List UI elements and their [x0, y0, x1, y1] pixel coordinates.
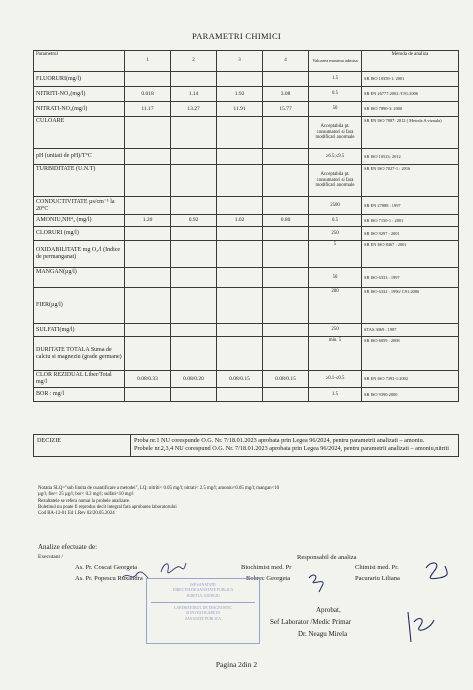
method-value: SR EN ISO 7887: 2012 ( Metoda A vizuala) — [362, 117, 459, 149]
limit-value: 0.5 — [309, 87, 362, 102]
table-row — [34, 165, 459, 197]
sample-1-value — [125, 149, 171, 165]
laboratory-stamp — [146, 578, 260, 644]
executant-label: Executant / — [38, 554, 63, 560]
sample-2-value — [171, 288, 217, 324]
param-name: NITRITI-NO₂(mg/l) — [34, 87, 125, 102]
sample-1-value — [125, 288, 171, 324]
sample-2-value — [171, 149, 217, 165]
method-value: SR ISO 7150-1 : 2001 — [362, 215, 459, 227]
table-row — [34, 117, 459, 149]
decision-label: DECIZIE — [34, 435, 131, 457]
method-value: SR EN ISO 8467 : 2001 — [362, 241, 459, 268]
sample-4-value — [263, 227, 309, 241]
limit-value: 1.5 — [309, 72, 362, 87]
method-value: SR ISO 9390:2000 — [362, 388, 459, 402]
method-value: STAS 3069 : 1987 — [362, 324, 459, 337]
sample-4-value — [263, 149, 309, 165]
table-row — [34, 268, 459, 288]
sample-2-value: 0.92 — [171, 215, 217, 227]
param-name: AMONIU,NH⁴₄ (mg/l) — [34, 215, 125, 227]
table-row — [34, 149, 459, 165]
signature-pacurariu — [421, 558, 451, 588]
sample-4-value — [263, 324, 309, 337]
page-number: Pagina 2din 2 — [215, 660, 258, 669]
sample-2-value: 0.08/0.20 — [171, 371, 217, 388]
method-value: SR ISO 10523: 2012 — [362, 149, 459, 165]
executant-name-2: As. Pr. Popescu Ruxandra — [75, 575, 143, 582]
sample-2-value — [171, 165, 217, 197]
header-sample-4: 4 — [263, 51, 309, 72]
sample-3-value — [217, 268, 263, 288]
sample-1-value — [125, 227, 171, 241]
signature-coscai — [158, 558, 188, 578]
table-row — [34, 288, 459, 324]
decision-box — [33, 434, 459, 457]
sample-4-value — [263, 288, 309, 324]
limit-value: Acceptabila pt. consumatori si fara modificari anormale — [309, 117, 362, 149]
note-line: Cod BA-12-01 Ed 1.Rev 02/20.05.2024 — [38, 511, 115, 517]
note-line: Notatia SLQ="sub limita de cuantificare a metodei", LQ: nitriti< 0.05 mg/l; nitrati< 2.5 mg/l; amoniu<0.05 mg/l; mangan<10 — [38, 486, 279, 491]
sample-1-value — [125, 268, 171, 288]
method-value: SR ISO 6332 : 1996/ C91:2006 — [362, 288, 459, 324]
sample-3-value — [217, 241, 263, 268]
limit-value: 250 — [309, 324, 362, 337]
param-name: CONDUCTIVITATE µs/cm⁻¹ la 20°C — [34, 197, 125, 215]
aprobat-label: Aprobat, — [316, 606, 341, 614]
sample-3-value — [217, 324, 263, 337]
sample-2-value: 1.14 — [171, 87, 217, 102]
limit-value: 2500 — [309, 197, 362, 215]
limit-value: 0.5 — [309, 215, 362, 227]
sample-4-value — [263, 117, 309, 149]
sample-2-value — [171, 388, 217, 402]
table-row — [34, 197, 459, 215]
sample-3-value — [217, 337, 263, 371]
header-parametrul: Parametrul — [34, 51, 125, 72]
sample-4-value — [263, 165, 309, 197]
sample-2-value — [171, 197, 217, 215]
sample-1-value — [125, 72, 171, 87]
sample-2-value: 13.27 — [171, 102, 217, 117]
method-value: SR EN ISO 7393-1:2002 — [362, 371, 459, 388]
table-row — [34, 227, 459, 241]
sample-2-value — [171, 324, 217, 337]
sample-1-value: 1.20 — [125, 215, 171, 227]
sample-2-value — [171, 241, 217, 268]
sample-4-value: 0.08/0.15 — [263, 371, 309, 388]
sample-1-value — [125, 337, 171, 371]
param-name: MANGAN(µg/l) — [34, 268, 125, 288]
sample-3-value: 1.92 — [217, 87, 263, 102]
parameters-table — [33, 50, 459, 402]
stamp-line: LABORATORUL DE DIAGNOSTIC — [151, 602, 255, 611]
table-row — [34, 241, 459, 268]
table-row — [34, 215, 459, 227]
param-name: OXIDABILITATE mg O₂/l (Indice de permanganat) — [34, 241, 125, 268]
sample-4-value: 15.77 — [263, 102, 309, 117]
limit-value: 200 — [309, 288, 362, 324]
limit-value: 1.5 — [309, 388, 362, 402]
sample-4-value — [263, 337, 309, 371]
signature-popescu — [120, 569, 150, 583]
sample-3-value: 11.91 — [217, 102, 263, 117]
sample-1-value — [125, 165, 171, 197]
method-value: SR EN 26777:2002 /C91:2006 — [362, 87, 459, 102]
signature-neagu — [404, 608, 438, 648]
table-row — [34, 72, 459, 87]
limit-value: 5 — [309, 241, 362, 268]
table-row — [34, 324, 459, 337]
sample-1-value: 0.018 — [125, 87, 171, 102]
stamp-line: DIRECTIA DE SANATATE PUBLICA — [172, 588, 234, 593]
method-value: SR ISO 9297 : 2001 — [362, 227, 459, 241]
method-value: SR EN 27888 : 1997 — [362, 197, 459, 215]
header-sample-1: 1 — [125, 51, 171, 72]
sample-3-value — [217, 197, 263, 215]
decision-text-2: Probele nr.2,3,4 NU corespund O.G. Nr. 7/18.01.2023 aprobata prin Legea 96/2024, pentru parametrii analizati – amoniu,nitriti — [134, 445, 449, 453]
sample-3-value — [217, 72, 263, 87]
sample-4-value — [263, 197, 309, 215]
analyses-label: Analize efectuate de: — [38, 543, 98, 551]
sef-laborator-name: Dr. Neagu Mirela — [298, 630, 348, 638]
sample-2-value — [171, 72, 217, 87]
method-value: SR ISO 6059 : 2008 — [362, 337, 459, 371]
sef-laborator-label: Sef Laborator /Medic Primar — [270, 618, 352, 626]
param-name: SULFATI(mg/l) — [34, 324, 125, 337]
limit-value: 250 — [309, 227, 362, 241]
decision-text-1: Proba nr.1 NU corespunde O.G. Nr. 7/18.01.2023 aprobata prin Legea 96/2024, pentru parametrii analizati – amoniu. — [134, 437, 425, 444]
sample-4-value — [263, 241, 309, 268]
method-value: SR ISO 6333 : 1997 — [362, 268, 459, 288]
param-name: FIER(µg/l) — [34, 288, 125, 324]
limit-value: 50 — [309, 102, 362, 117]
stamp-line: SI INVESTIGARE IN — [185, 611, 221, 616]
stamp-line: JUDETUL GIURGIU — [186, 593, 220, 598]
sample-1-value: 11.17 — [125, 102, 171, 117]
sample-3-value — [217, 165, 263, 197]
header-sample-3: 3 — [217, 51, 263, 72]
sample-4-value: 3.08 — [263, 87, 309, 102]
sample-3-value: 0.08/0.15 — [217, 371, 263, 388]
sample-3-value: 1.02 — [217, 215, 263, 227]
limit-value: min. 5 — [309, 337, 362, 371]
biochimist-label: Biochimist med. Pr — [241, 564, 292, 571]
param-name: FLUORURI(mg/l) — [34, 72, 125, 87]
sample-4-value — [263, 388, 309, 402]
header-limit: Valoarea maxima admisa — [309, 51, 362, 72]
param-name: pH (unitati de pH)/T°C — [34, 149, 125, 165]
sample-1-value — [125, 241, 171, 268]
biochimist-name: Bobrec Georgeta — [246, 575, 291, 582]
param-name: BOR : mg/l — [34, 388, 125, 402]
responsabil-label: Responsabil de analiza — [297, 554, 357, 561]
param-name: CLORURI (mg/l) — [34, 227, 125, 241]
sample-1-value: 0.08/0.33 — [125, 371, 171, 388]
chimist-label: Chimist med. Pr. — [355, 564, 399, 571]
param-name: NITRATI-NO₃(mg/l) — [34, 102, 125, 117]
stamp-line: ISP SANATATII — [190, 583, 216, 587]
sample-1-value — [125, 197, 171, 215]
note-line: Rezultatele se refera numai la probele analizate. — [38, 498, 131, 504]
limit-value: ≥6.5;≤9.5 — [309, 149, 362, 165]
sample-3-value — [217, 288, 263, 324]
sample-3-value — [217, 227, 263, 241]
notes — [38, 486, 458, 518]
method-value: SR ISO 10359-1: 2001 — [362, 72, 459, 87]
note-line: Buletinul nu poate fi reprodus decit integral fara aprobarea laboratorului — [38, 504, 177, 510]
header-sample-2: 2 — [171, 51, 217, 72]
sample-4-value — [263, 268, 309, 288]
table-row — [34, 371, 459, 388]
sample-2-value — [171, 227, 217, 241]
table-row — [34, 388, 459, 402]
decision-text — [131, 435, 459, 457]
page-title: PARAMETRI CHIMICI — [191, 31, 282, 41]
method-value: SR ISO 7890-3: 2000 — [362, 102, 459, 117]
sample-1-value — [125, 388, 171, 402]
table-row — [34, 87, 459, 102]
header-method: Metoda de analiza — [362, 51, 459, 72]
param-name: CULOARE — [34, 117, 125, 149]
sample-1-value — [125, 117, 171, 149]
param-name: DURITATE TOTALA Suma de calciu si magneziu (grade germane) — [34, 337, 125, 371]
method-value: SR EN ISO 7027-1 : 2016 — [362, 165, 459, 197]
sample-2-value — [171, 268, 217, 288]
sample-3-value — [217, 117, 263, 149]
chimist-name: Pacurariu Liliana — [355, 575, 400, 582]
table-row — [34, 102, 459, 117]
sample-4-value — [263, 72, 309, 87]
table-row — [34, 337, 459, 371]
sample-3-value — [217, 388, 263, 402]
sample-2-value — [171, 337, 217, 371]
limit-value: ≥0.1-≤0.5 — [309, 371, 362, 388]
limit-value: 50 — [309, 268, 362, 288]
signature-bobrec — [305, 570, 331, 596]
sample-2-value — [171, 117, 217, 149]
sample-4-value: 0.80 — [263, 215, 309, 227]
stamp-line: SANATATE PUBLICA — [184, 616, 222, 621]
limit-value: Acceptabila pt. consumatori si fara modificari anormale — [309, 165, 362, 197]
sample-1-value — [125, 324, 171, 337]
note-line: µg/l; fier< 25 µg/l; bor< 0.2 mg/l; sulfati<10 mg/l — [38, 492, 134, 498]
executant-name-1: As. Pr. Coscai Georgeta — [75, 564, 138, 571]
sample-3-value — [217, 149, 263, 165]
table-header-row — [34, 51, 459, 72]
param-name: CLOR REZIDUAL Liber/Total mg/l — [34, 371, 125, 388]
param-name: TURBIDITATE (U.N.T) — [34, 165, 125, 197]
